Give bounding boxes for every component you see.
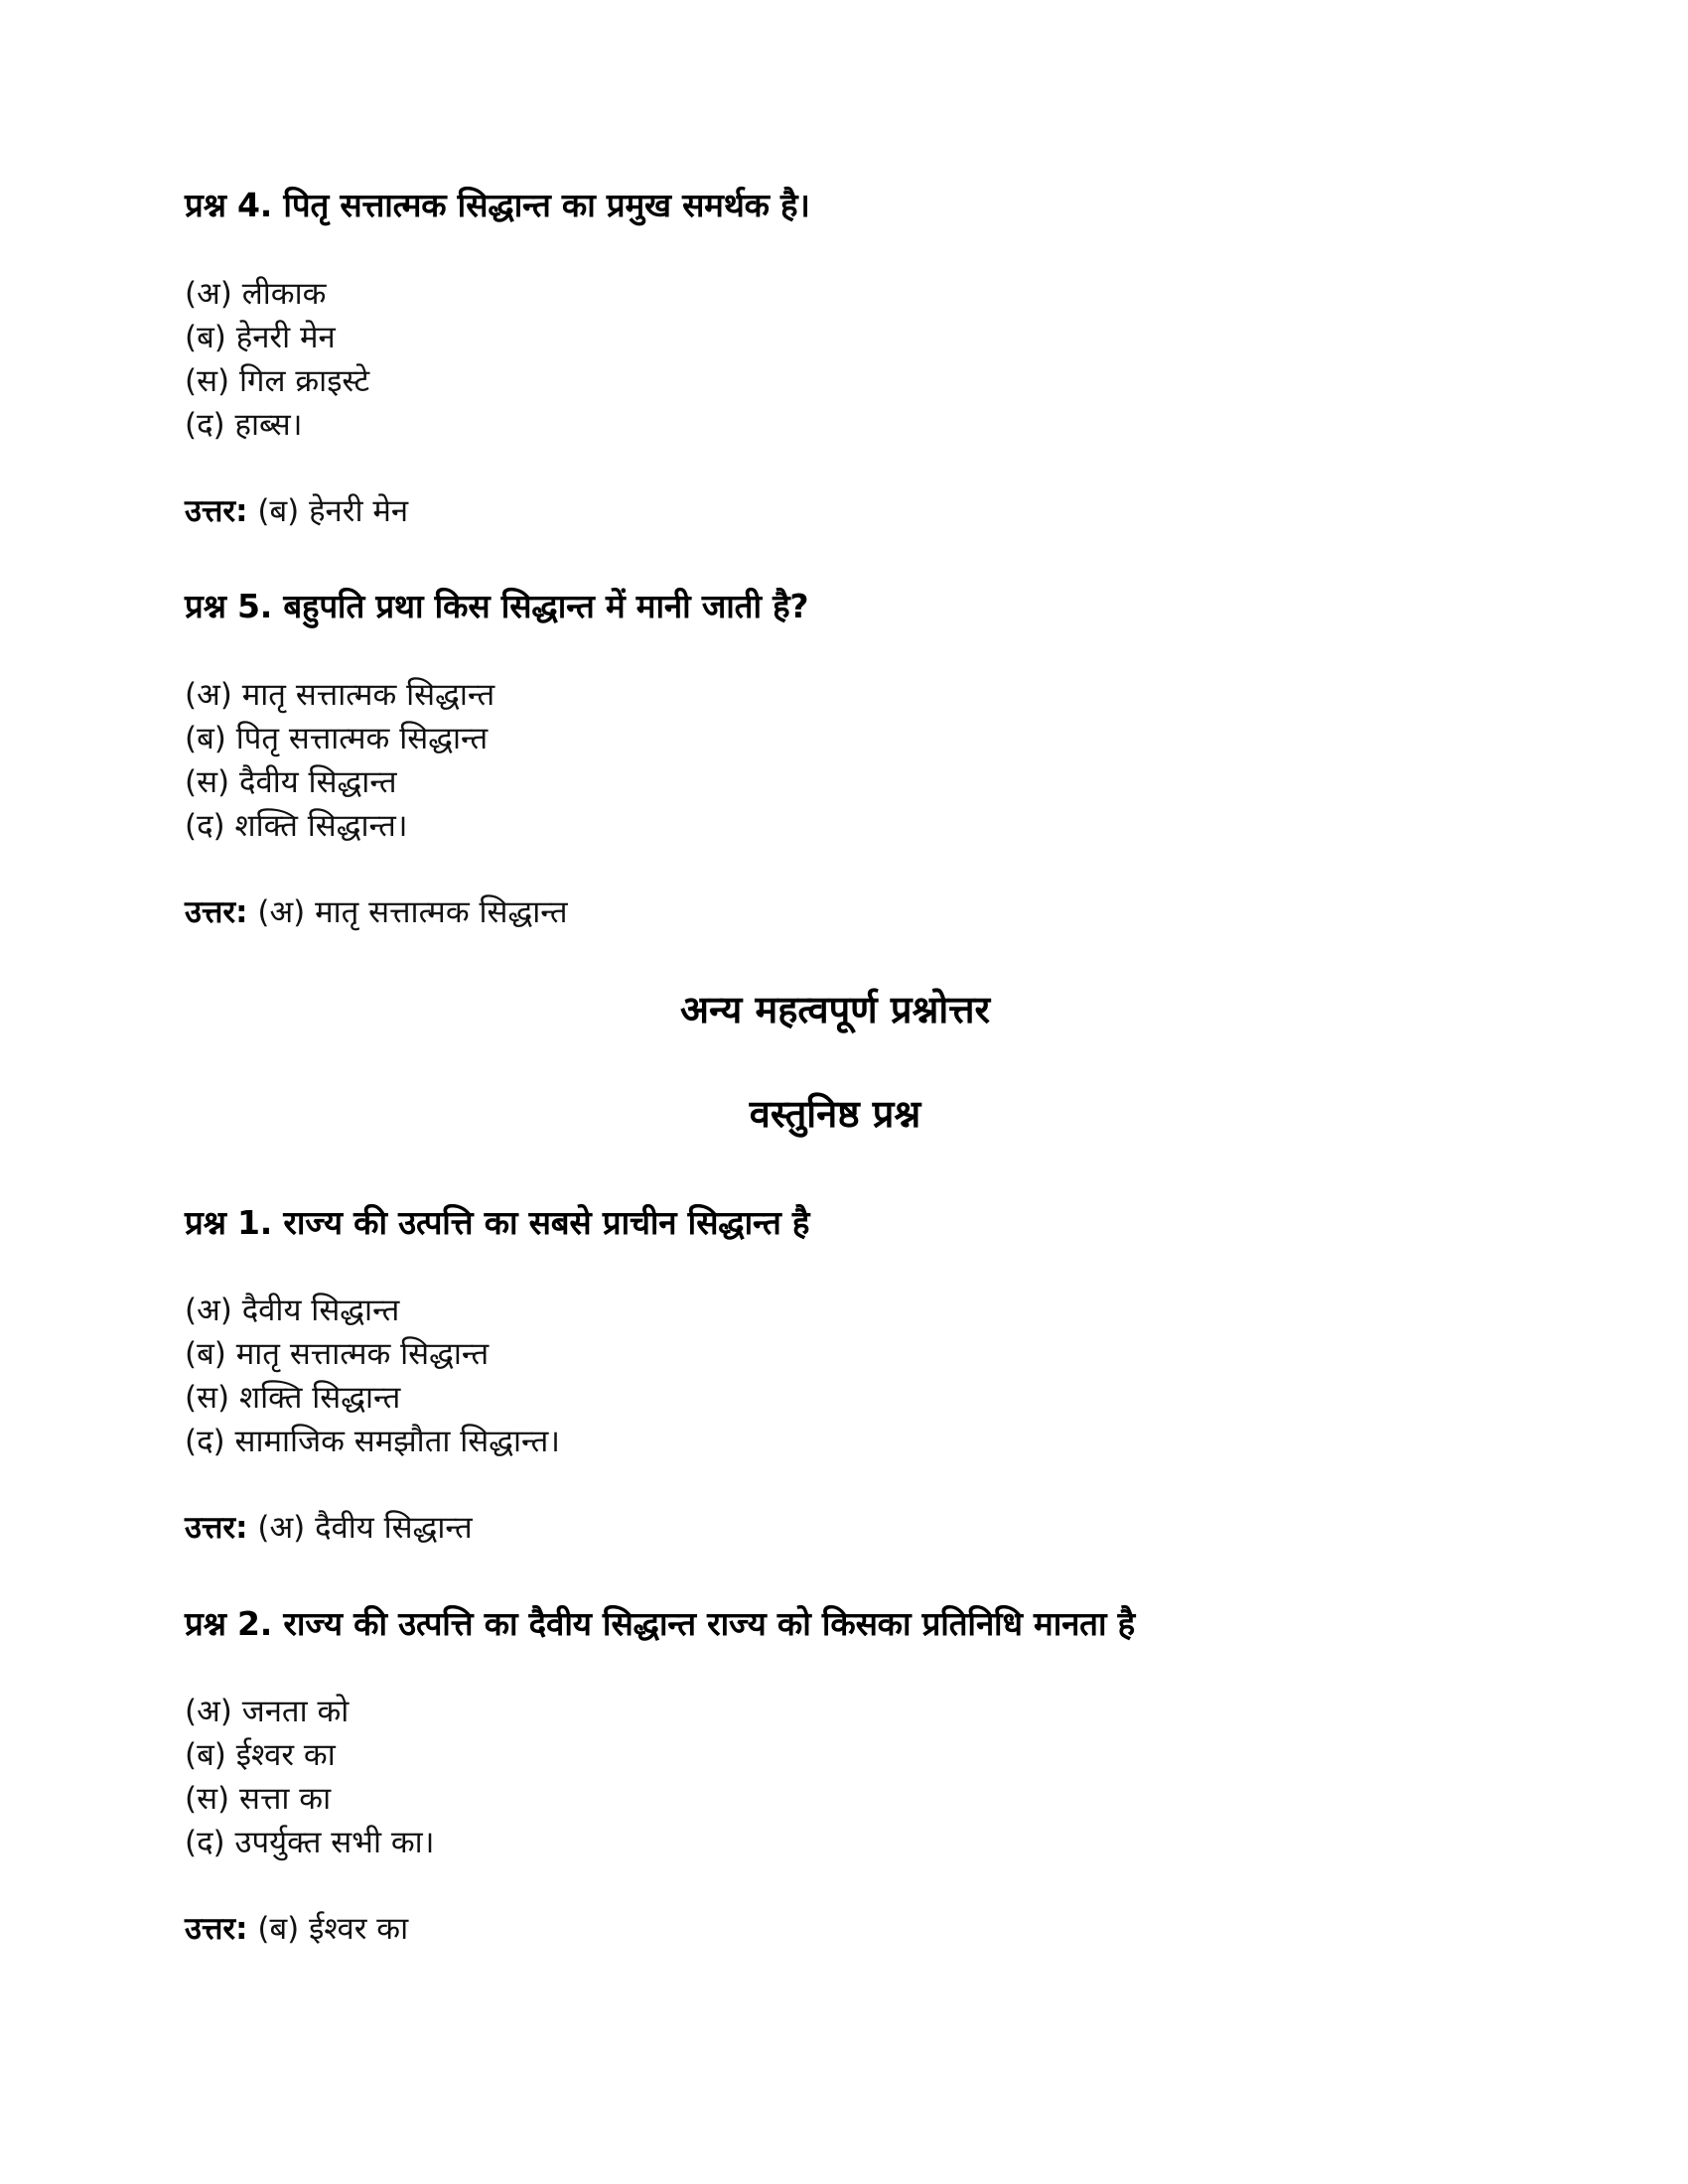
option-item: (अ) लीकाक [185, 275, 327, 312]
answer-label: उत्तर: [185, 1510, 248, 1547]
answer-value: (ब) हेनरी मेन [247, 492, 409, 529]
option-item: (अ) जनता को [185, 1694, 350, 1730]
answer-line [185, 1507, 1485, 1550]
option-item: (द) उपर्युक्त सभी का। [185, 1825, 435, 1861]
question-block-q4 [185, 184, 1485, 533]
answer-label: उत्तर: [185, 893, 248, 930]
question-text: प्रश्न 4. पितृ सत्तात्मक सिद्धान्त का प्रमुख समर्थक है। [185, 186, 810, 224]
option-item: (ब) मातृ सत्तात्मक सिद्धान्त [185, 1336, 490, 1373]
answer-line [185, 891, 1485, 934]
option-item: (द) सामाजिक समझौता सिद्धान्त। [185, 1424, 561, 1460]
answer-line [185, 1908, 1485, 1951]
option-item: (स) गिल क्राइस्टे [185, 362, 370, 399]
section-heading-primary: अन्य महत्वपूर्ण प्रश्नोत्तर [679, 988, 991, 1031]
option-item: (ब) पितृ सत्तात्मक सिद्धान्त [185, 720, 489, 756]
section-heading-secondary: वस्तुनिष्ठ प्रश्न [749, 1092, 921, 1137]
option-item: (ब) हेनरी मेन [185, 319, 336, 355]
option-list [185, 673, 1485, 848]
option-list [185, 1690, 1485, 1864]
answer-label: उत्तर: [185, 492, 248, 529]
option-item: (द) हाब्स। [185, 406, 303, 443]
option-item: (अ) मातृ सत्तात्मक सिद्धान्त [185, 676, 495, 713]
answer-value: (अ) दैवीय सिद्धान्त [247, 1510, 473, 1547]
question-text: प्रश्न 1. राज्य की उत्पत्ति का सबसे प्राचीन सिद्धान्त है [185, 1202, 810, 1242]
option-item: (ब) ईश्वर का [185, 1737, 336, 1774]
option-item: (द) शक्ति सिद्धान्त। [185, 807, 408, 844]
option-item: (अ) दैवीय सिद्धान्त [185, 1293, 400, 1329]
option-item: (स) सत्ता का [185, 1781, 332, 1818]
answer-line [185, 490, 1485, 533]
question-text: प्रश्न 5. बहुपति प्रथा किस सिद्धान्त में मानी जाती है? [185, 587, 809, 625]
option-item: (स) दैवीय सिद्धान्त [185, 763, 397, 800]
option-list [185, 272, 1485, 447]
question-block-q2 [185, 1602, 1485, 1952]
answer-value: (ब) ईश्वर का [247, 1911, 409, 1948]
question-block-q5 [185, 585, 1485, 934]
option-list [185, 1289, 1485, 1463]
question-text: प्रश्न 2. राज्य की उत्पत्ति का दैवीय सिद्धान्त राज्य को किसका प्रतिनिधि मानता है [185, 1603, 1135, 1643]
document-body [185, 184, 1485, 1952]
option-item: (स) शक्ति सिद्धान्त [185, 1380, 401, 1417]
answer-value: (अ) मातृ सत्तात्मक सिद्धान्त [247, 893, 568, 930]
answer-label: उत्तर: [185, 1911, 248, 1948]
question-block-q1 [185, 1201, 1485, 1551]
